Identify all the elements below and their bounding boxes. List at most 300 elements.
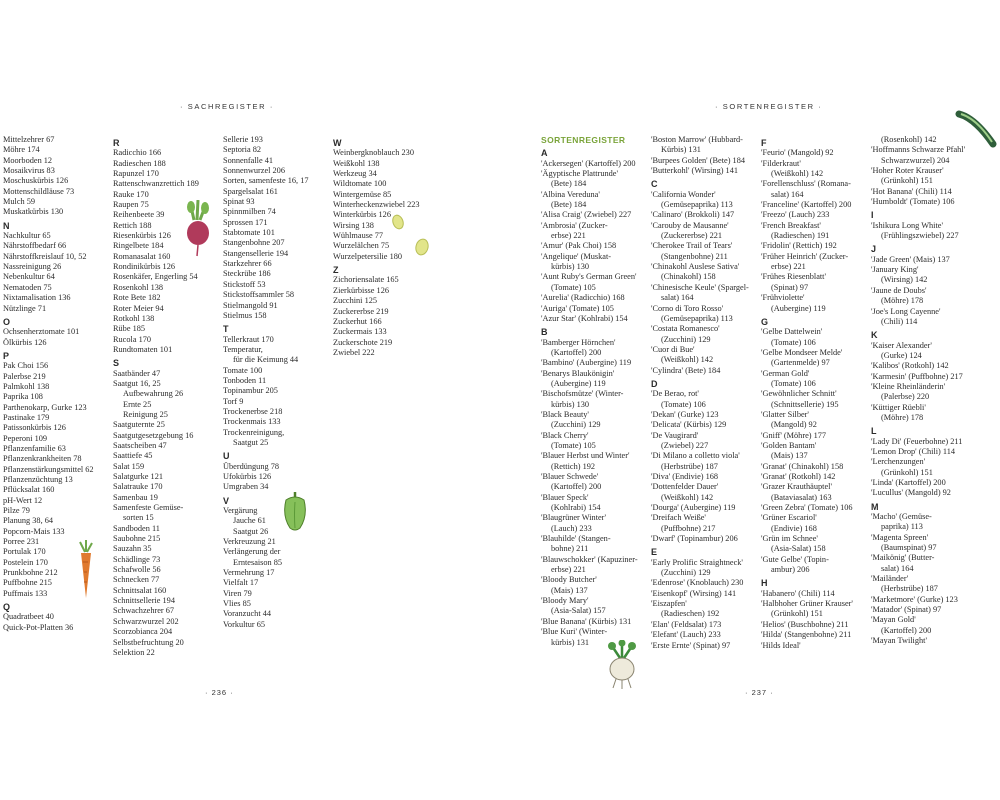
index-entry: (Gurke) 124	[881, 350, 922, 360]
index-entry: Ufokürbis 126	[223, 472, 272, 481]
index-entry: 'Eisenkopf' (Wirsing) 141	[651, 588, 737, 598]
index-entry: Sandboden 11	[113, 523, 160, 533]
index-entry: 'Marketmore' (Gurke) 123	[871, 594, 958, 604]
index-entry: 'Ägyptische Plattrunde'	[541, 169, 618, 179]
index-entry: 'Black Beauty'	[541, 409, 589, 419]
index-entry: (Grünkohl) 151	[881, 467, 933, 477]
index-entry: Rote Bete 182	[113, 293, 161, 303]
index-letter-heading: F	[761, 138, 767, 148]
index-entry: Selbstbefruchtung 20	[113, 637, 184, 647]
index-entry: (Lauch) 233	[551, 523, 592, 533]
index-entry: Parthenokarp, Gurke 123	[3, 402, 87, 412]
index-entry: Pflücksalat 160	[3, 485, 55, 495]
index-entry: Erntesaison 85	[233, 557, 283, 567]
section-heading: SORTENREGISTER	[541, 135, 626, 145]
index-entry: Saubohne 215	[113, 534, 161, 544]
index-entry: Schwarzwurzel 202	[113, 616, 179, 626]
index-entry: 'Golden Bantam'	[761, 440, 817, 450]
index-entry: Saatscheiben 47	[113, 440, 167, 450]
index-entry: Starkzehrer 66	[223, 259, 272, 269]
index-letter-heading: Q	[3, 602, 11, 613]
index-entry: Stielmangold 91	[223, 300, 278, 310]
index-entry: Stangensellerie 194	[223, 248, 289, 258]
index-entry: 'Gute Gelbe' (Topin-	[761, 554, 829, 564]
index-letter-heading: D	[651, 378, 658, 389]
index-entry: Wurzelpetersilie 180	[333, 251, 403, 261]
index-entry: (Bete) 184	[551, 179, 587, 189]
index-entry: Spinnmilben 74	[223, 207, 276, 217]
index-entry: (Kartoffel) 200	[551, 482, 602, 492]
pepper-icon	[280, 490, 310, 532]
index-entry: (Grünkohl) 151	[881, 176, 933, 186]
index-entry: Temperatur,	[223, 344, 263, 354]
index-entry: Aufbewahrung 26	[123, 389, 184, 399]
index-entry: Winterheckenzwiebel 223	[333, 200, 420, 210]
index-entry: (Zuckererbse) 221	[661, 231, 723, 241]
index-entry: salat) 164	[771, 189, 804, 199]
index-entry: Mosaikvirus 83	[3, 166, 55, 176]
index-entry: 'Butterkohl' (Wirsing) 141	[651, 166, 738, 176]
index-entry: 'Hoher Roter Krauser'	[871, 166, 944, 176]
index-entry: (Radieschen) 191	[771, 231, 830, 241]
index-entry: Selektion 22	[113, 647, 155, 657]
index-column-7	[761, 135, 853, 651]
index-entry: Septoria 82	[223, 145, 262, 155]
index-entry: 'Hot Banana' (Chili) 114	[871, 186, 952, 196]
index-entry: 'Cuor di Bue'	[651, 344, 695, 354]
index-entry: erbse) 221	[771, 262, 806, 272]
index-entry: 'Aunt Ruby's German Green'	[541, 272, 637, 282]
index-entry: Zuckerhut 166	[333, 316, 382, 326]
index-entry: 'Lady Di' (Feuerbohne) 211	[871, 436, 963, 446]
index-entry: 'Cylindra' (Bete) 184	[651, 365, 721, 375]
index-entry: 'Ambrosia' (Zucker-	[541, 220, 608, 230]
index-entry: (Zucchini) 129	[661, 334, 711, 344]
index-entry: 'Blauer Speck'	[541, 492, 589, 502]
index-entry: 'Frühviolette'	[761, 293, 805, 303]
index-entry: 'Aurelia' (Radicchio) 168	[541, 293, 625, 303]
index-entry: Quadratbeet 40	[3, 612, 54, 622]
index-entry: Kürbis) 131	[661, 145, 701, 155]
index-entry: Zierkürbisse 126	[333, 285, 389, 295]
index-entry: 'Gniff' (Möhre) 177	[761, 430, 827, 440]
index-entry: 'Boston Marrow' (Hubbard-	[651, 135, 743, 144]
index-entry: (Tomate) 105	[551, 282, 596, 292]
index-entry: Tomate 100	[223, 365, 263, 375]
index-entry: bohne) 211	[551, 544, 589, 554]
index-entry: 'Fridolin' (Rettich) 192	[761, 241, 837, 251]
left-page-number: · 236 ·	[205, 688, 234, 697]
index-entry: Rundtomaten 101	[113, 344, 173, 354]
index-entry: Zuckererbse 219	[333, 306, 389, 316]
index-entry: Quick-Pot-Platten 36	[3, 622, 74, 632]
index-entry: Pflanzenzüchtung 13	[3, 475, 73, 484]
index-entry: (Weißkohl) 142	[771, 169, 824, 179]
index-entry: 'Lerchenzungen'	[871, 457, 926, 467]
index-letter-heading: Z	[333, 265, 339, 276]
index-entry: (Weißkohl) 142	[661, 492, 714, 502]
index-entry: 'Gelbe Mondseer Melde'	[761, 347, 843, 357]
index-entry: Popcorn-Mais 133	[3, 526, 65, 536]
index-entry: 'Glatter Silber'	[761, 409, 809, 419]
index-entry: Postelein 170	[3, 557, 48, 567]
index-entry: Wurzelälchen 75	[333, 241, 390, 251]
index-entry: Moschuskürbis 126	[3, 176, 69, 186]
index-entry: 'Bloody Mary'	[541, 596, 589, 606]
index-entry: Saatgut 16, 25	[113, 378, 161, 388]
index-entry: 'Hilda' (Stangenbohne) 211	[761, 630, 852, 640]
index-entry: 'Angelique' (Muskat-	[541, 251, 612, 261]
index-entry: 'Mayan Gold'	[871, 615, 916, 625]
index-entry: Torf 9	[223, 396, 244, 406]
index-entry: (Spinat) 97	[771, 282, 809, 292]
index-entry: 'Grazer Krauthäuptel'	[761, 482, 832, 492]
index-entry: (Mais) 137	[551, 585, 588, 595]
celeriac-icon	[600, 640, 644, 690]
index-entry: (Stangenbohne) 211	[661, 251, 728, 261]
index-entry: Wintergemüse 85	[333, 189, 392, 199]
index-entry: (Möhre) 178	[881, 296, 924, 306]
index-entry: Saatgutgesetzgebung 16	[113, 430, 194, 440]
carrot-icon	[72, 538, 98, 600]
index-entry: 'Blue Banana' (Kürbis) 131	[541, 616, 632, 626]
index-entry: 'Chinakohl Auslese Sativa'	[651, 262, 740, 272]
index-entry: Nixtamalisation 136	[3, 293, 71, 303]
index-letter-heading: B	[541, 327, 548, 338]
index-entry: (Schnittsellerie) 195	[771, 399, 839, 409]
index-entry: Voranzucht 44	[223, 609, 272, 619]
index-entry: 'Humboldt' (Tomate) 106	[871, 197, 955, 207]
index-entry: 'Blauer Herbst und Winter'	[541, 451, 630, 461]
index-entry: 'Hoffmanns Schwarze Pfahl'	[871, 145, 966, 155]
index-entry: 'Gelbe Dattelwein'	[761, 327, 823, 337]
index-entry: (Radieschen) 192	[661, 609, 720, 619]
index-entry: (Bete) 184	[551, 200, 587, 210]
index-entry: Rosenkohl 138	[113, 282, 164, 292]
index-entry: Muskatkürbis 130	[3, 207, 64, 217]
index-entry: Sorten, samenfeste 16, 17	[223, 176, 309, 186]
index-entry: 'Blauer Schwede'	[541, 472, 599, 481]
index-entry: 'Costata Romanesco'	[651, 324, 720, 334]
index-entry: (Aubergine) 119	[771, 303, 826, 313]
index-entry: Zucchini 125	[333, 296, 378, 306]
index-entry: Rübe 185	[113, 324, 146, 334]
index-entry: Radicchio 166	[113, 148, 162, 158]
index-letter-heading: U	[223, 451, 230, 462]
index-entry: Winterkürbis 126	[333, 210, 391, 220]
index-entry: Rettich 188	[113, 220, 152, 230]
index-entry: 'Helios' (Buschbohne) 211	[761, 619, 849, 629]
index-entry: Sonnenwurzel 206	[223, 166, 285, 176]
index-entry: (Gemüsepaprika) 113	[661, 200, 733, 210]
index-entry: 'Chinesische Keule' (Spargel-	[651, 282, 749, 292]
index-entry: Schnittsalat 160	[113, 585, 167, 595]
index-entry: 'Mayan Twilight'	[871, 636, 927, 646]
index-letter-heading: C	[651, 179, 658, 190]
index-entry: 'Alisa Craig' (Zwiebel) 227	[541, 210, 632, 220]
index-entry: 'Calinaro' (Brokkoli) 147	[651, 210, 735, 220]
index-column-6	[651, 135, 749, 651]
index-entry: 'Lemon Drop' (Chili) 114	[871, 446, 956, 456]
index-entry: Nährstoffbedarf 66	[3, 241, 67, 251]
index-entry: 'Feurio' (Mangold) 92	[761, 148, 834, 158]
index-entry: Mittelzehrer 67	[3, 135, 55, 144]
index-entry: 'De Vaugirard'	[651, 430, 699, 440]
index-letter-heading: P	[3, 350, 10, 361]
index-entry: (Chinakohl) 158	[661, 272, 716, 282]
index-entry: (Tomate) 106	[771, 378, 816, 388]
index-letter-heading: G	[761, 316, 769, 327]
index-entry: 'Green Zebra' (Tomate) 106	[761, 503, 853, 513]
index-entry: (Asia-Salat) 158	[771, 544, 826, 554]
index-entry: Tellerkraut 170	[223, 334, 274, 344]
index-entry: 'Früher Heinrich' (Zucker-	[761, 251, 849, 261]
index-letter-heading: S	[113, 358, 120, 369]
index-entry: Patissonkürbis 126	[3, 423, 66, 433]
index-entry: 'Elan' (Feldsalat) 173	[651, 619, 722, 629]
index-entry: salat) 164	[661, 293, 694, 303]
index-entry: Möhre 174	[3, 145, 40, 155]
index-entry: Porree 231	[3, 537, 40, 547]
index-entry: Umgraben 34	[223, 482, 269, 492]
index-entry: Werkzeug 34	[333, 169, 377, 179]
index-entry: erbse) 221	[551, 565, 586, 575]
index-entry: Nützlinge 71	[3, 303, 47, 313]
index-column-5	[541, 135, 638, 648]
index-entry: 'Eiszapfen'	[651, 599, 687, 609]
index-entry: Salat 159	[113, 461, 145, 471]
index-entry: 'Erste Ernte' (Spinat) 97	[651, 640, 731, 650]
index-entry: 'Edenrose' (Knoblauch) 230	[651, 578, 744, 588]
index-entry: (Tomate) 105	[551, 440, 596, 450]
index-entry: Nachkultur 65	[3, 231, 51, 241]
index-entry: Salatgurke 121	[113, 472, 164, 481]
index-entry: salat) 164	[881, 563, 914, 573]
index-entry: 'Elefant' (Lauch) 233	[651, 630, 721, 640]
index-entry: 'Matador' (Spinat) 97	[871, 605, 942, 615]
index-entry: 'Ishikura Long White'	[871, 220, 943, 230]
index-entry: Sprossen 171	[223, 217, 268, 227]
index-entry: Stickstoffsammler 58	[223, 290, 295, 300]
index-entry: 'Grüner Escariol'	[761, 513, 817, 523]
index-entry: pH-Wert 12	[3, 495, 43, 505]
index-entry: 'Granat' (Rotkohl) 142	[761, 472, 836, 481]
index-entry: Jauche 61	[233, 516, 266, 526]
index-entry: 'Hilds Ideal'	[761, 640, 801, 650]
index-entry: Vorkultur 65	[223, 619, 266, 629]
index-entry: 'Diva' (Endivie) 168	[651, 472, 719, 481]
index-entry: 'German Gold'	[761, 368, 810, 378]
index-entry: 'Benarys Blaukönigin'	[541, 368, 615, 378]
index-entry: 'California Wonder'	[651, 189, 716, 199]
index-entry: 'French Breakfast'	[761, 220, 821, 230]
index-entry: (Mais) 137	[771, 451, 808, 461]
index-letter-heading: O	[3, 316, 11, 327]
index-entry: Prunkbohne 212	[3, 568, 58, 578]
index-entry: 'Delicata' (Kürbis) 129	[651, 420, 727, 430]
index-entry: 'Dwarf' (Topinambur) 206	[651, 534, 738, 544]
index-entry: (Palerbse) 220	[881, 392, 930, 402]
index-entry: Rapunzel 170	[113, 169, 159, 179]
index-entry: Schnittsellerie 194	[113, 596, 175, 606]
index-entry: 'Maikönig' (Butter-	[871, 553, 935, 563]
index-entry: 'Dottenfelder Dauer'	[651, 482, 719, 492]
index-entry: 'Karmesin' (Puffbohne) 217	[871, 371, 963, 381]
index-entry: Spinat 93	[223, 197, 255, 207]
index-entry: für die Keimung 44	[233, 355, 299, 365]
index-entry: Mulch 59	[3, 197, 36, 207]
index-entry: 'Jaune de Doubs'	[871, 285, 927, 295]
index-entry: (Rosenkohl) 142	[881, 135, 937, 144]
index-entry: (Kartoffel) 200	[551, 347, 602, 357]
index-entry: 'Filderkraut'	[761, 158, 801, 168]
index-entry: 'Dreifach Weiße'	[651, 513, 706, 523]
index-letter-heading: W	[333, 138, 342, 148]
index-entry: Verlängerung der	[223, 547, 281, 557]
index-entry: 'Corno di Toro Rosso'	[651, 303, 724, 313]
leek-icon	[955, 108, 997, 148]
index-entry: Nährstoffkreislauf 10, 52	[3, 251, 87, 261]
index-entry: Tonboden 11	[223, 375, 267, 385]
index-entry: Sellerie 193	[223, 135, 263, 144]
index-entry: Paprika 108	[3, 392, 43, 402]
index-entry: 'Amur' (Pak Choi) 158	[541, 241, 617, 251]
index-entry: Ölkürbis 126	[3, 337, 47, 347]
index-entry: 'Joe's Long Cayenne'	[871, 306, 941, 316]
index-entry: Saatgut 25	[233, 437, 269, 447]
index-entry: Saatbänder 47	[113, 368, 161, 378]
index-entry: Pastinake 179	[3, 412, 50, 422]
index-letter-heading: H	[761, 578, 768, 589]
index-entry: Pilze 79	[3, 506, 30, 516]
index-entry: (Kartoffel) 200	[881, 625, 932, 635]
index-entry: Reinigung 25	[123, 409, 168, 419]
index-entry: kürbis) 130	[551, 262, 590, 272]
index-entry: Schnecken 77	[113, 575, 160, 585]
index-entry: Palerbse 219	[3, 371, 46, 381]
index-entry: Planung 38, 64	[3, 516, 54, 526]
index-entry: 'Küttiger Rüebli'	[871, 402, 926, 412]
index-letter-heading: T	[223, 324, 229, 335]
right-page-number: · 237 ·	[745, 688, 774, 697]
index-entry: (Gartenmelde) 97	[771, 358, 830, 368]
index-entry: Wühlmause 77	[333, 231, 384, 241]
index-entry: 'Linda' (Kartoffel) 200	[871, 478, 946, 487]
index-letter-heading: K	[871, 330, 878, 341]
index-entry: Vlies 85	[223, 599, 251, 609]
index-entry: 'Lucullus' (Mangold) 92	[871, 488, 951, 498]
index-letter-heading: L	[871, 426, 877, 437]
index-entry: (Zucchini) 129	[661, 568, 711, 578]
index-letter-heading: E	[651, 547, 658, 558]
index-entry: 'Di Milano a colletto viola'	[651, 451, 740, 461]
index-entry: 'Blaugrüner Winter'	[541, 513, 606, 523]
index-entry: 'Granat' (Chinakohl) 158	[761, 461, 844, 471]
index-letter-heading: M	[871, 501, 879, 512]
index-entry: Verkreuzung 21	[223, 537, 276, 547]
index-entry: (Möhre) 178	[881, 412, 924, 422]
left-page-header: · SACHREGISTER ·	[180, 102, 274, 111]
index-entry: Schwarzwurzel) 204	[881, 155, 950, 165]
index-entry: Wildtomate 100	[333, 179, 387, 189]
index-entry: Stielmus 158	[223, 310, 267, 320]
index-entry: Nematoden 75	[3, 282, 52, 292]
index-entry: (Kohlrabi) 154	[551, 503, 601, 513]
index-entry: Scorzobianca 204	[113, 627, 173, 637]
index-entry: 'Bischofsmütze' (Winter-	[541, 389, 624, 399]
index-entry: 'Macho' (Gemüse-	[871, 512, 932, 522]
index-entry: Saattiefe 45	[113, 451, 153, 461]
index-entry: (Weißkohl) 142	[661, 355, 714, 365]
index-entry: Rotkohl 138	[113, 313, 155, 323]
index-entry: Salatrauke 170	[113, 482, 163, 492]
index-entry: (Wirsing) 142	[881, 275, 928, 285]
index-entry: 'Jade Green' (Mais) 137	[871, 254, 950, 264]
index-letter-heading: J	[871, 244, 877, 255]
index-entry: 'Dekan' (Gurke) 123	[651, 409, 719, 419]
index-entry: Trockenerbse 218	[223, 406, 283, 416]
index-entry: Trockenreinigung,	[223, 427, 285, 437]
index-entry: Sonnenfalle 41	[223, 155, 274, 165]
index-entry: Wirsing 138	[333, 220, 374, 230]
index-entry: Rondinikürbis 126	[113, 262, 175, 272]
index-entry: Nassreinigung 26	[3, 262, 62, 272]
index-entry: (Rettich) 192	[551, 461, 596, 471]
index-letter-heading: N	[3, 220, 10, 231]
index-entry: erbse) 221	[551, 231, 586, 241]
index-entry: Stickstoff 53	[223, 279, 266, 289]
index-entry: 'Frühes Riesenblatt'	[761, 272, 826, 282]
index-entry: Rauke 170	[113, 189, 149, 199]
index-entry: 'Mailänder'	[871, 574, 909, 584]
index-entry: 'Halbhoher Grüner Krauser'	[761, 599, 853, 609]
index-entry: (Zwiebel) 227	[661, 440, 709, 450]
index-entry: Riesenkürbis 126	[113, 231, 171, 241]
index-entry: 'Kleine Rheinländerin'	[871, 381, 946, 391]
index-entry: 'Blauhilde' (Stangen-	[541, 534, 611, 544]
index-entry: 'De Berao, rot'	[651, 389, 699, 399]
index-entry: Radieschen 188	[113, 158, 166, 168]
index-entry: 'Black Cherry'	[541, 430, 589, 440]
index-entry: Steckrübe 186	[223, 269, 271, 279]
index-entry: Spargelsalat 161	[223, 186, 278, 196]
index-entry: Rosenkäfer, Engerling 54	[113, 272, 198, 282]
index-entry: 'Blue Kuri' (Winter-	[541, 627, 608, 637]
index-entry: Mottenschildläuse 73	[3, 186, 75, 196]
index-entry: Topinambur 205	[223, 386, 278, 396]
index-entry: sorten 15	[123, 513, 154, 523]
index-entry: Samenfeste Gemüse-	[113, 503, 184, 513]
index-entry: kürbis) 131	[551, 637, 590, 647]
right-page-header: · SORTENREGISTER ·	[715, 102, 823, 111]
index-entry: Stangenbohne 207	[223, 238, 285, 248]
index-entry: Pflanzenkrankheiten 78	[3, 454, 82, 464]
index-entry: 'Bloody Butcher'	[541, 575, 597, 585]
index-entry: Vermehrung 17	[223, 568, 275, 578]
index-entry: Saatgut 26	[233, 526, 269, 536]
index-entry: Weinbergknoblauch 230	[333, 148, 414, 158]
index-entry: Nebenkultur 64	[3, 272, 55, 282]
index-entry: Romanasalat 160	[113, 251, 171, 261]
index-entry: (Frühlingszwiebel) 227	[881, 231, 959, 241]
radish-icon	[180, 200, 214, 258]
index-entry: Rattenschwanzrettich 189	[113, 179, 199, 189]
index-entry: 'Freezo' (Lauch) 233	[761, 210, 830, 220]
index-entry: Zwiebel 222	[333, 347, 375, 357]
bean-icon	[384, 213, 436, 261]
index-letter-heading: I	[871, 210, 874, 221]
index-entry: Pak Choi 156	[3, 361, 49, 371]
